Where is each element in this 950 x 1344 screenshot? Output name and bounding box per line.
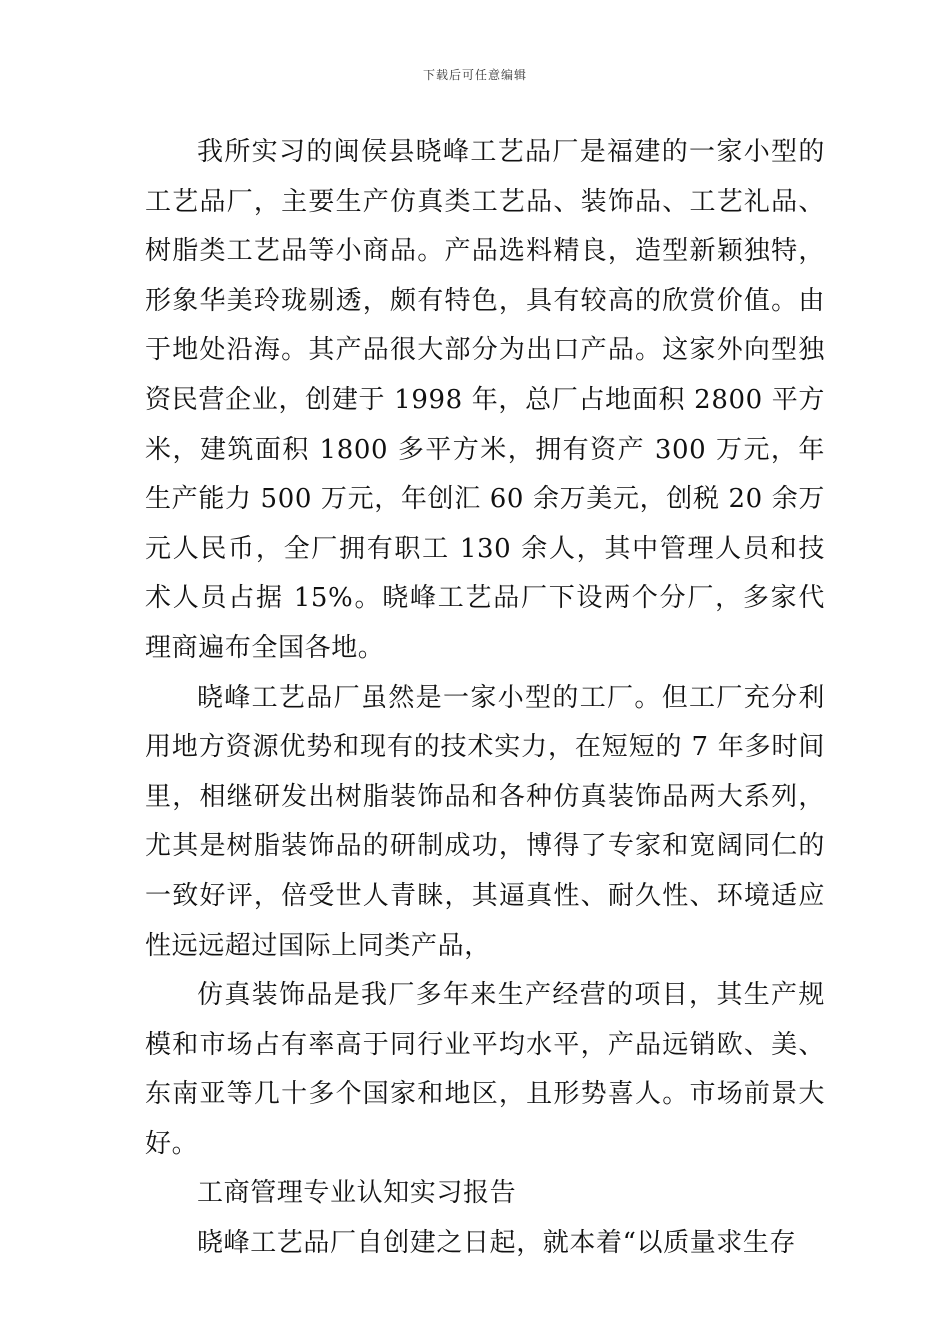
page-header: 下载后可任意编辑 bbox=[422, 68, 527, 82]
report-title-line: 工商管理专业认知实习报告 bbox=[197, 1178, 517, 1209]
paragraph-quality: 晓峰工艺品厂自创建之日起，就本着“以质量求生存 bbox=[197, 1228, 797, 1259]
paragraph-company-overview: 我所实习的闽侯县晓峰工艺品厂是福建的一家小型的工艺品厂，主要生产仿真类工艺品、装饰品、工艺礼品、树脂类工艺品等小商品。产品选料精良，造型新颖独特，形象华美玲珑剔透，颇有特色，具有较高的欣赏价值。由于地处沿海。其产品很大部分为出口产品。这家外向型独资民营企业，创建于 1998 年，总厂占地面积 2800 平方米，建筑面积 1800 多平方米，拥有资产 300 万元，年生产能力 500 万元，年创汇 60 余万美元，创税 20 余万元人民币，全厂拥有职工 130 余人，其中管理人员和技术人员占据 15%。晓峰工艺品厂下设两个分厂，多家代理商遍布全国各地。 bbox=[145, 137, 825, 663]
document-body bbox=[145, 128, 825, 1269]
paragraph-products-market: 仿真装饰品是我厂多年来生产经营的项目，其生产规模和市场占有率高于同行业平均水平，产品远销欧、美、东南亚等几十多个国家和地区，且形势喜人。市场前景大好。 bbox=[145, 980, 825, 1159]
paragraph-development: 晓峰工艺品厂虽然是一家小型的工厂。但工厂充分利用地方资源优势和现有的技术实力，在短短的 7 年多时间里，相继研发出树脂装饰品和各种仿真装饰品两大系列，尤其是树脂装饰品的研制成功，博得了专家和宽阔同仁的一致好评，倍受世人青睐，其逼真性、耐久性、环境适应性远远超过国际上同类产品， bbox=[145, 682, 825, 961]
